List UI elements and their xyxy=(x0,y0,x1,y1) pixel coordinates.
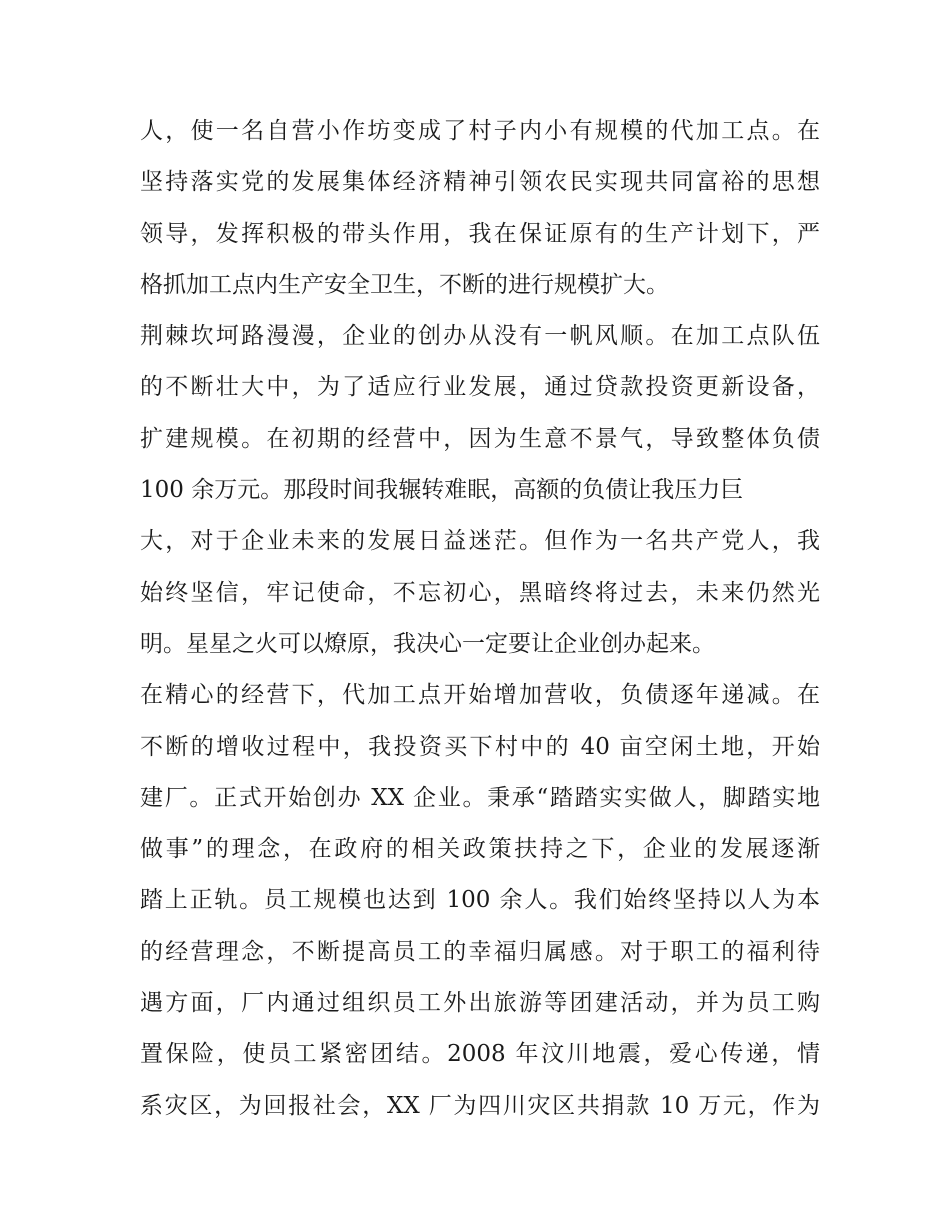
text-line: 置保险，使员工紧密团结。2008 年汶川地震，爱心传递，情 xyxy=(140,1041,820,1068)
text-line: 扩建规模。在初期的经营中，因为生意不景气，导致整体负债 xyxy=(140,425,820,452)
text-line: 始终坚信，牢记使命，不忘初心，黑暗终将过去，未来仍然光 xyxy=(140,579,820,606)
text-line: 的经营理念，不断提高员工的幸福归属感。对于职工的福利待 xyxy=(140,938,820,965)
text-line: 在精心的经营下，代加工点开始增加营收，负债逐年递减。在 xyxy=(140,682,820,709)
text-line: 100 余万元。那段时间我辗转难眠，高额的负债让我压力巨 xyxy=(140,477,744,504)
text-line: 的不断壮大中，为了适应行业发展，通过贷款投资更新设备， xyxy=(140,374,820,401)
text-line: 人，使一名自营小作坊变成了村子内小有规模的代加工点。在 xyxy=(140,118,820,144)
text-line: 建厂。正式开始创办 XX 企业。秉承“踏踏实实做人，脚踏实地 xyxy=(140,784,820,811)
text-line: 领导，发挥积极的带头作用，我在保证原有的生产计划下，严 xyxy=(140,220,820,247)
text-line: 系灾区，为回报社会，XX 厂为四川灾区共捐款 10 万元，作为 xyxy=(140,1092,820,1119)
text-line: 荆棘坎坷路漫漫，企业的创办从没有一帆风顺。在加工点队伍 xyxy=(140,323,820,350)
text-line: 明。星星之火可以燎原，我决心一定要让企业创办起来。 xyxy=(140,630,715,657)
text-line: 做事”的理念，在政府的相关政策扶持之下，企业的发展逐渐 xyxy=(140,836,820,863)
text-line: 踏上正轨。员工规模也达到 100 余人。我们始终坚持以人为本 xyxy=(140,887,820,914)
text-line: 格抓加工点内生产安全卫生，不断的进行规模扩大。 xyxy=(140,271,669,298)
text-line: 坚持落实党的发展集体经济精神引领农民实现共同富裕的思想 xyxy=(140,169,820,196)
text-line: 遇方面，厂内通过组织员工外出旅游等团建活动，并为员工购 xyxy=(140,990,820,1017)
body-text xyxy=(140,106,820,1132)
text-line: 大，对于企业未来的发展日益迷茫。但作为一名共产党人，我 xyxy=(140,528,820,555)
text-line: 不断的增收过程中，我投资买下村中的 40 亩空闲土地，开始 xyxy=(140,733,820,760)
